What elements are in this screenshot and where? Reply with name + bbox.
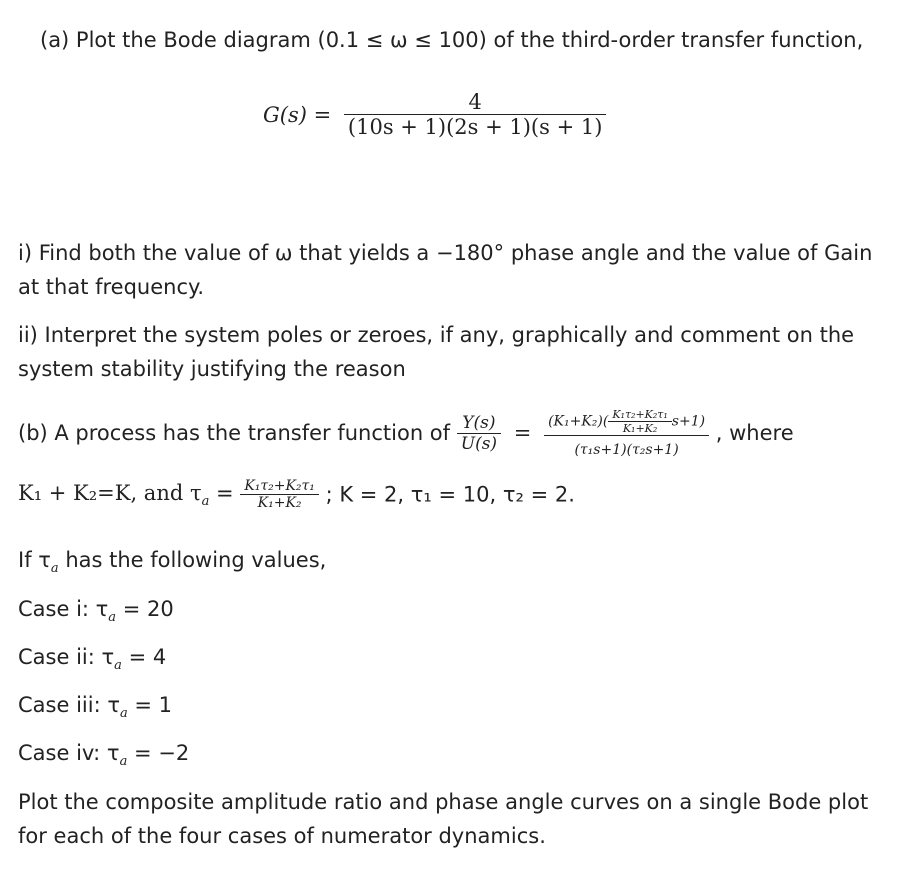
case-i: Case i: $\tau_a = 20$ [18, 597, 174, 625]
process-tf-numerator: (K₁+K₂)( $\frac{\text{K₁τ₂+K₂τ₁}}{\text{K₁+K₂}}$ s+1) [548, 408, 706, 435]
tf-fraction [344, 90, 607, 139]
y-over-u-fraction [457, 413, 501, 454]
case-iii: Case iii: $\tau_a = 1$ [18, 693, 173, 721]
question-ii-line1: ii) Interpret the system poles or zeroes, if any, graphically and comment on the [18, 323, 855, 347]
final-instruction-line2: for each of the four cases of numerator dynamics. [18, 824, 546, 848]
inner-denominator: K₁+K₂ [608, 421, 671, 435]
part-b-intro: (b) A process has the transfer function of [18, 421, 451, 445]
y-over-u-denominator: U(s) [457, 433, 501, 454]
equals-sign: = [513, 421, 532, 445]
transfer-function-g [263, 90, 606, 139]
tf-denominator: (10s + 1)(2s + 1)(s + 1) [344, 114, 607, 139]
part-a-intro: (a) Plot the Bode diagram (0.1 ≤ ω ≤ 100) of the third-order transfer function, [40, 28, 864, 52]
where-text: , where [715, 421, 794, 445]
question-ii-line2: system stability justifying the reason [18, 357, 406, 381]
k-definition: K₁ + K₂=K, and $\tau_a$ = [18, 480, 234, 509]
tau-a-fraction [240, 478, 319, 511]
process-tf-fraction [544, 408, 709, 458]
if-tau-a-line: If $\tau_a$ has the following values, [18, 548, 327, 576]
parameters-text: ; K = 2, τ₁ = 10, τ₂ = 2. [325, 482, 575, 507]
part-b-tf-line [18, 408, 794, 458]
tau-a-numerator: K₁τ₂+K₂τ₁ [244, 478, 315, 494]
process-tf-denominator: (τ₁s+1)(τ₂s+1) [544, 435, 709, 458]
case-iv: Case iv: $\tau_a = -2$ [18, 741, 190, 769]
tau-a-denominator: K₁+K₂ [240, 494, 319, 511]
question-i-line2: at that frequency. [18, 275, 205, 299]
k-definition-line [18, 478, 575, 511]
inner-numerator: K₁τ₂+K₂τ₁ [612, 408, 668, 421]
tf-lhs: G(s) = [263, 102, 332, 127]
inner-fraction [608, 408, 671, 435]
y-over-u-numerator: Y(s) [462, 412, 496, 433]
question-i-line1: i) Find both the value of ω that yields a −180° phase angle and the value of Gain [18, 241, 873, 265]
final-instruction-line1: Plot the composite amplitude ratio and phase angle curves on a single Bode plot [18, 790, 869, 814]
case-ii: Case ii: $\tau_a = 4$ [18, 645, 167, 673]
tf-numerator: 4 [468, 90, 482, 114]
